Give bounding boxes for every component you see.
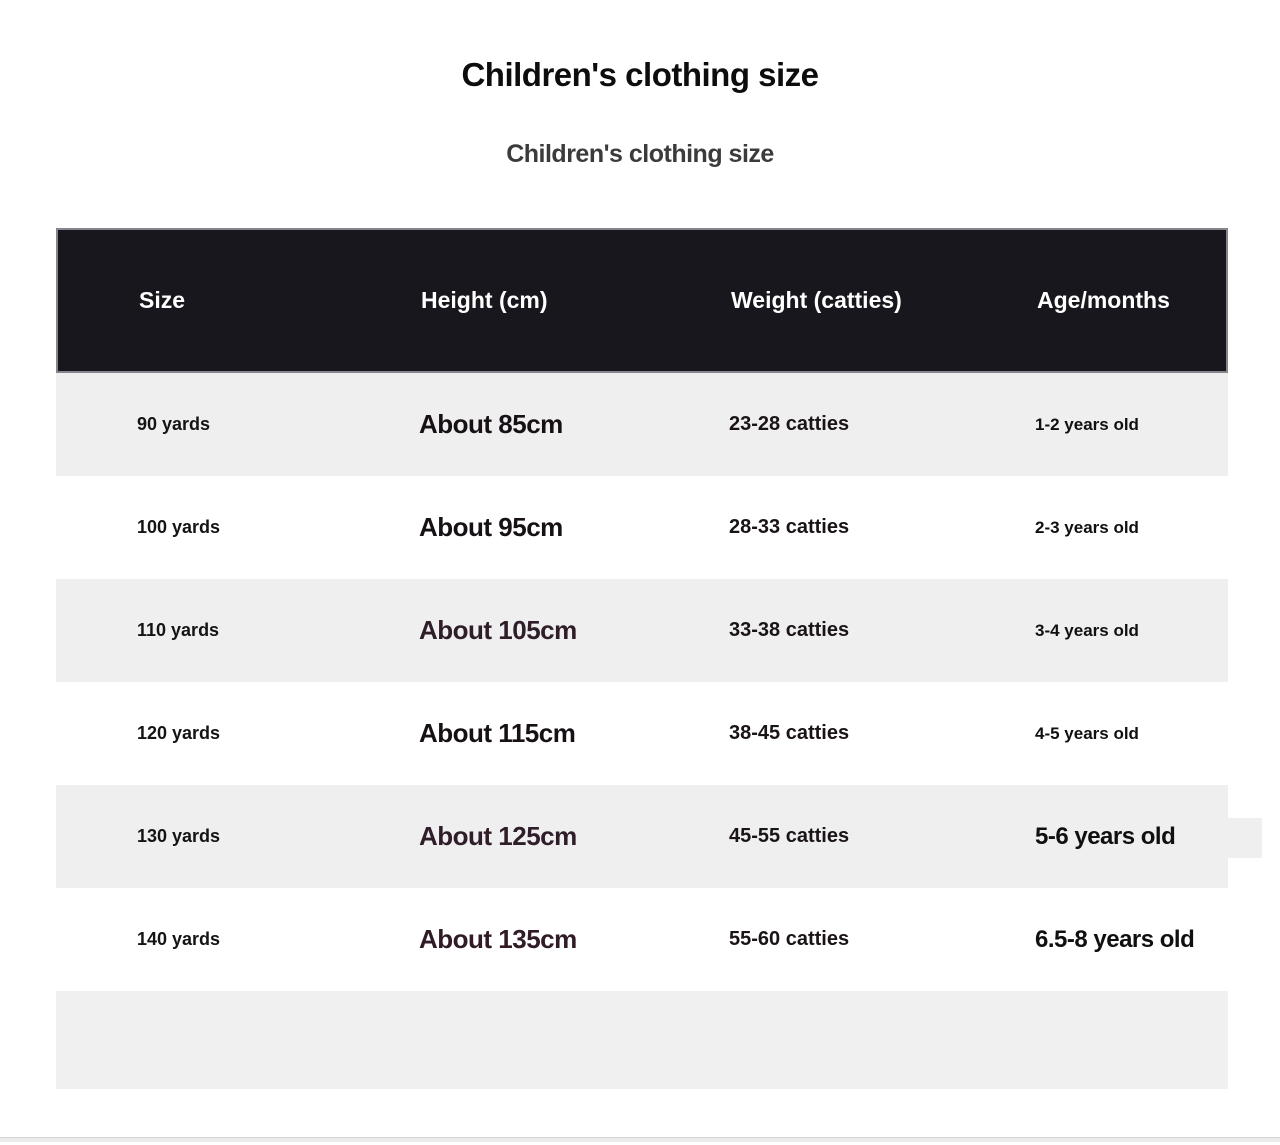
cell-age: 1-2 years old xyxy=(1035,414,1139,434)
cell-age: 2-3 years old xyxy=(1035,517,1139,537)
cell-weight: 38-45 catties xyxy=(729,722,850,744)
cell-size: 110 yards xyxy=(137,620,220,640)
cell-height: About 85cm xyxy=(419,409,563,439)
cell-size: 130 yards xyxy=(137,826,221,846)
table-row xyxy=(56,785,1228,888)
cell-height: About 115cm xyxy=(419,718,576,748)
cell-size: 90 yards xyxy=(137,414,211,434)
size-table xyxy=(56,228,1228,1089)
cell-height: About 125cm xyxy=(419,821,577,851)
table-row-empty xyxy=(56,991,1228,1089)
table-row xyxy=(56,579,1228,682)
header-age: Age/months xyxy=(1037,287,1170,313)
cell-age: 3-4 years old xyxy=(1035,620,1139,640)
header-size: Size xyxy=(139,287,186,313)
cell-weight: 45-55 catties xyxy=(729,825,850,847)
cell-size: 100 yards xyxy=(137,517,221,537)
cell-size: 140 yards xyxy=(137,929,221,949)
cell-weight: 55-60 catties xyxy=(729,928,850,950)
cell-age: 4-5 years old xyxy=(1035,723,1139,743)
cell-height: About 95cm xyxy=(419,512,563,542)
header-height: Height (cm) xyxy=(421,287,548,313)
cell-weight: 28-33 catties xyxy=(729,516,850,538)
table-row xyxy=(56,373,1228,476)
page-title: Children's clothing size xyxy=(461,56,819,93)
cell-weight: 23-28 catties xyxy=(729,413,850,435)
cell-age: 6.5-8 years old xyxy=(1035,925,1195,953)
header-weight: Weight (catties) xyxy=(731,287,902,313)
cell-height: About 105cm xyxy=(419,615,577,645)
table-row xyxy=(56,888,1228,991)
cell-age: 5-6 years old xyxy=(1035,822,1176,850)
table-row xyxy=(56,682,1228,785)
page-subtitle: Children's clothing size xyxy=(506,140,774,168)
table-header-row xyxy=(56,228,1228,373)
row-edge-notch xyxy=(1228,818,1262,858)
bottom-edge-strip xyxy=(0,1137,1280,1142)
cell-size: 120 yards xyxy=(137,723,221,743)
cell-height: About 135cm xyxy=(419,924,577,954)
cell-weight: 33-38 catties xyxy=(729,619,850,641)
table-row xyxy=(56,476,1228,579)
table-body xyxy=(56,373,1228,991)
